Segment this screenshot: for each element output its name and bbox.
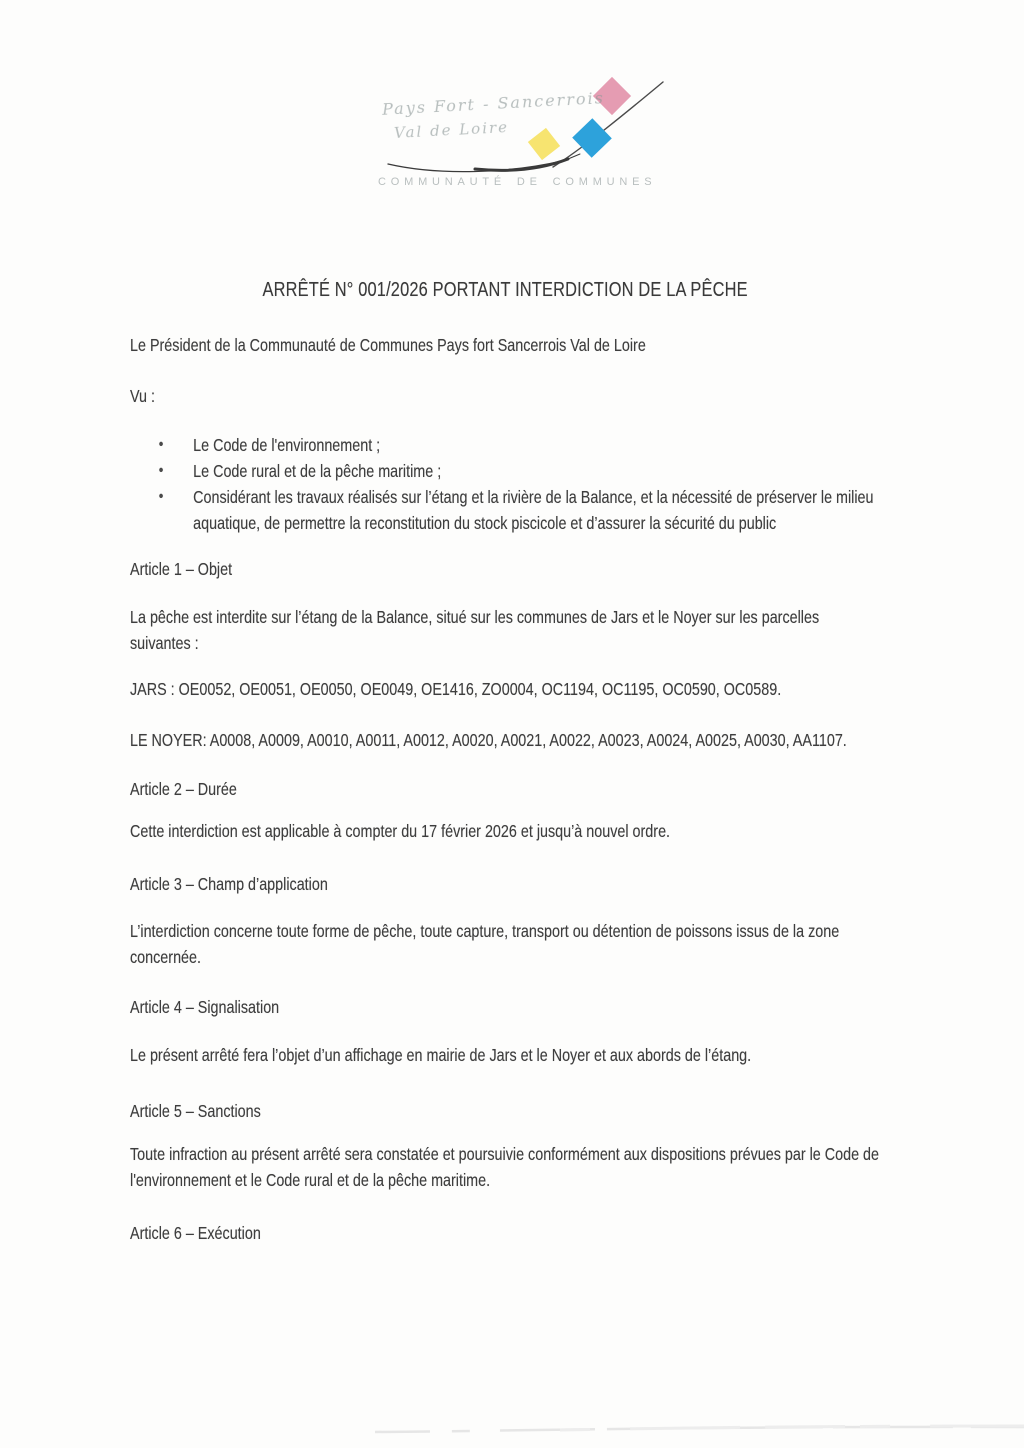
article-1-parcels-jars: JARS : OE0052, OE0051, OE0050, OE0049, OE1416, ZO0004, OC1194, OC1195, OC0590, OC0589.: [130, 679, 782, 699]
article-2-heading: Article 2 – Durée: [130, 779, 237, 799]
article-4: [130, 994, 880, 1068]
article-5: [130, 1098, 880, 1193]
article-5-paragraph: Toute infraction au présent arrêté sera constatée et poursuivie conformément aux dispositions prévues par le Code de l'environnement et le Code rural et de la pêche maritime.: [130, 1144, 880, 1190]
document-body: [130, 277, 880, 1246]
article-6: [130, 1220, 880, 1246]
article-2: [130, 776, 880, 844]
article-3: [130, 871, 880, 970]
vu-label: Vu :: [130, 386, 155, 406]
article-1-paragraph: La pêche est interdite sur l’étang de la Balance, situé sur les communes de Jars et le Noyer sur les parcelles suivantes :: [130, 607, 820, 653]
diamond-yellow-icon: [528, 128, 560, 160]
article-1-parcels-le-noyer: LE NOYER: A0008, A0009, A0010, A0011, A0012, A0020, A0021, A0022, A0023, A0024, A0025, A0030, AA1107.: [130, 730, 847, 750]
article-1: [130, 556, 880, 753]
community-logo: [370, 70, 690, 205]
vu-item: • Considérant les travaux réalisés sur l’étang et la rivière de la Balance, et la nécessité de préserver le milieu aquatique, de permettre la reconstitution du stock piscicole et d’assurer la sécurité du public: [193, 484, 880, 536]
vu-item: • Le Code de l'environnement ;: [193, 432, 880, 458]
logo-script-text-line1: Pays Fort - Sancerrois: [381, 88, 606, 119]
article-4-paragraph: Le présent arrêté fera l’objet d’un affichage en mairie de Jars et le Noyer et aux abords de l’étang.: [130, 1045, 752, 1065]
article-6-heading: Article 6 – Exécution: [130, 1223, 261, 1243]
vu-item: • Le Code rural et de la pêche maritime ;: [193, 458, 880, 484]
article-3-paragraph: L’interdiction concerne toute forme de pêche, toute capture, transport ou détention de poissons issus de la zone concernée.: [130, 921, 840, 967]
vu-list: [130, 432, 880, 536]
logo-script-text-line2: Val de Loire: [393, 118, 510, 142]
logo-org-name: COMMUNAUTÉ DE COMMUNES: [378, 176, 657, 188]
article-4-heading: Article 4 – Signalisation: [130, 997, 280, 1017]
issuer-line: Le Président de la Communauté de Communes Pays fort Sancerrois Val de Loire: [130, 335, 646, 355]
article-3-heading: Article 3 – Champ d’application: [130, 874, 328, 894]
diamond-blue-icon: [572, 118, 612, 158]
article-2-paragraph: Cette interdiction est applicable à compter du 17 février 2026 et jusqu’à nouvel ordre.: [130, 821, 671, 841]
document-title: ARRÊTÉ N° 001/2026 PORTANT INTERDICTION DE LA PÊCHE: [262, 279, 748, 301]
article-5-heading: Article 5 – Sanctions: [130, 1101, 261, 1121]
scan-edge-artifact: [0, 1418, 1024, 1438]
article-1-heading: Article 1 – Objet: [130, 559, 233, 579]
